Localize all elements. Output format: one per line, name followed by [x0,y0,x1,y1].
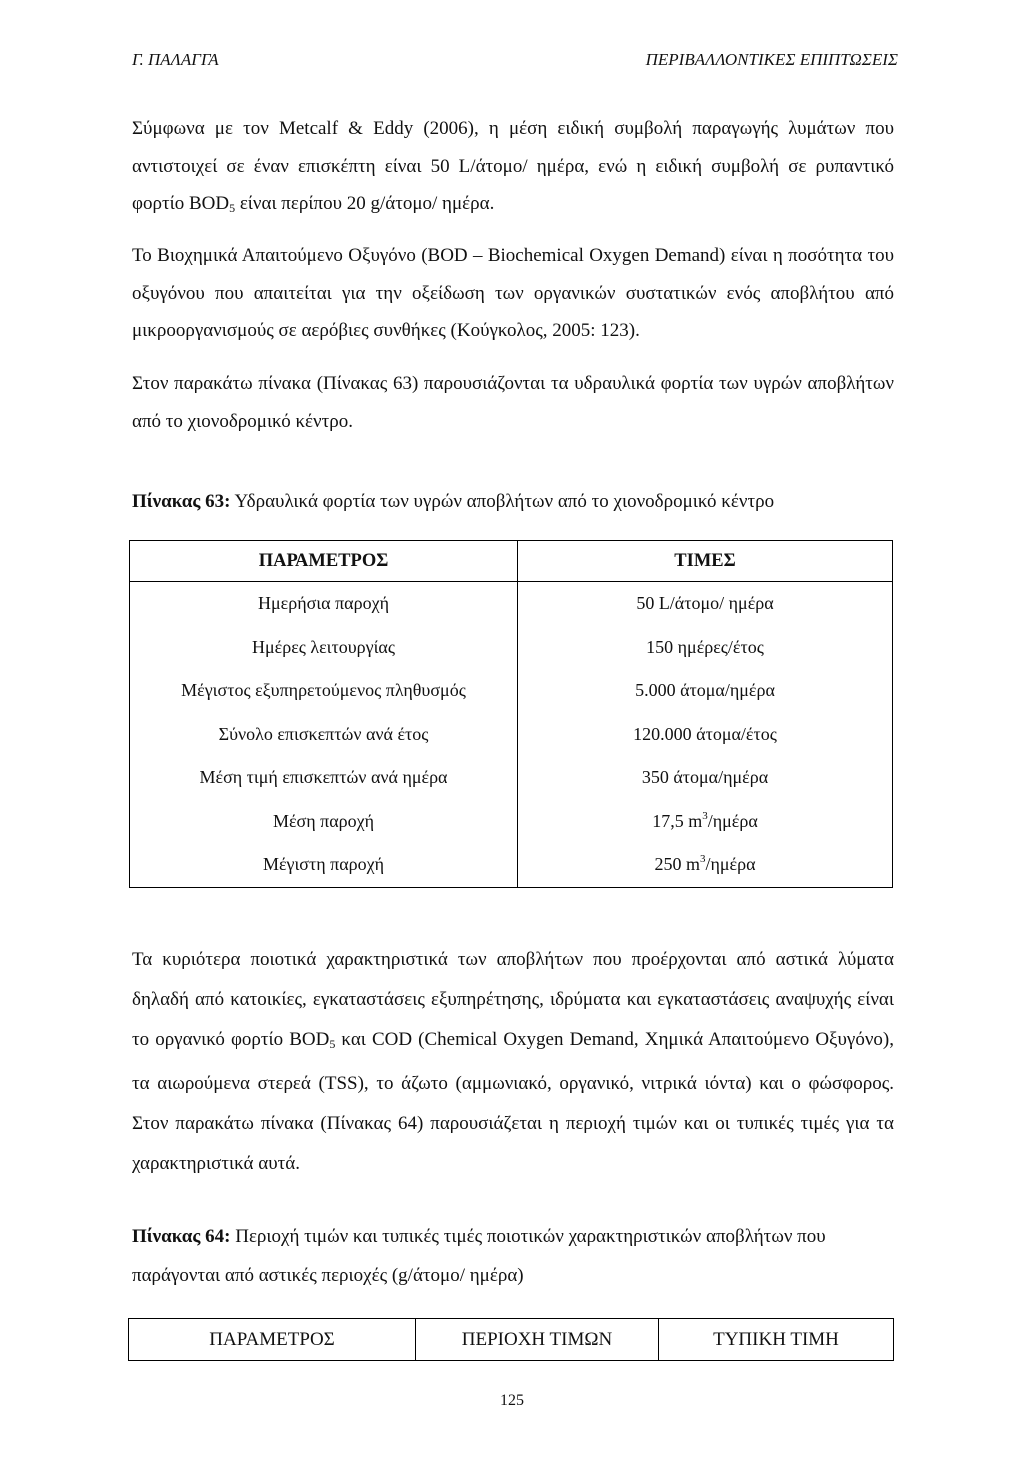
column-header-values: ΤΙΜΕΣ [518,541,893,582]
table-row [130,582,893,626]
subscript: 5 [229,201,236,215]
parameter-cell: Μέγιστος εξυπηρετούμενος πληθυσμός [130,669,518,713]
paragraph-text: Σύμφωνα με τον Metcalf & Eddy (2006), η μέση ειδική συμβολή παραγωγής λυμάτων που αντιστοιχεί σε έναν επισκέπτη είναι 50 L/άτομο/ ημέρα, ενώ η ειδική συμβολή σε ρυπαντικό φορτίο BOD [132,118,894,214]
table-quality-values [128,1318,894,1361]
column-header-parameter: ΠΑΡΑΜΕΤΡΟΣ [130,541,518,582]
table-row [130,843,893,887]
paragraph-visitor-contribution [132,110,894,228]
column-header-typical-value: ΤΥΠΙΚΗ ΤΙΜΗ [659,1319,894,1361]
value-cell: 150 ημέρες/έτος [518,626,893,670]
table-row [130,626,893,670]
value-text: /ημέρα [705,854,756,875]
parameter-cell: Μέγιστη παροχή [130,843,518,887]
subscript: 5 [329,1037,336,1051]
superscript: 3 [699,853,706,866]
table-header-row [130,541,893,582]
parameter-cell: Μέση παροχή [130,800,518,844]
header-section-title: ΠΕΡΙΒΑΛΛΟΝΤΙΚΕΣ ΕΠΙΠΤΩΣΕΙΣ [645,50,898,69]
caption-text: Υδραυλικά φορτία των υγρών αποβλήτων από το χιονοδρομικό κέντρο [230,491,775,512]
column-header-parameter: ΠΑΡΑΜΕΤΡΟΣ [129,1319,416,1361]
table-row [130,669,893,713]
value-cell: 120.000 άτομα/έτος [518,713,893,757]
value-text: 250 m [654,854,700,875]
value-text: 17,5 m [652,810,703,831]
caption-text: Περιοχή τιμών και τυπικές τιμές ποιοτικών χαρακτηριστικών αποβλήτων που παράγονται από αστικές περιοχές (g/άτομο/ ημέρα) [132,1226,826,1286]
column-header-range: ΠΕΡΙΟΧΗ ΤΙΜΩΝ [416,1319,659,1361]
table64-caption [132,1217,894,1295]
paragraph-text: Τα κυριότερα ποιοτικά χαρακτηριστικά των αποβλήτων που προέρχονται από αστικά λύματα δηλαδή από κατοικίες, εγκαταστάσεις εξυπηρέτησης, ιδρύματα και εγκαταστάσεις αναψυχής είναι το οργανικό φορτίο BOD [132,949,894,1050]
parameter-cell: Σύνολο επισκεπτών ανά έτος [130,713,518,757]
value-cell: 50 L/άτομο/ ημέρα [518,582,893,626]
table-row [130,800,893,844]
caption-label: Πίνακας 63: [132,491,231,512]
value-cell [518,800,893,844]
paragraph-bod-definition: Το Βιοχημικά Απαιτούμενο Οξυγόνο (BOD – Biochemical Oxygen Demand) είναι η ποσότητα του οξυγόνου που απαιτείται για την οξείδωση των οργανικών συστατικών ενός αποβλήτου από μικροοργανισμούς σε αερόβιες συνθήκες (Κούγκολος, 2005: 123). [132,245,894,341]
paragraph-table63-intro: Στον παρακάτω πίνακα (Πίνακας 63) παρουσιάζονται τα υδραυλικά φορτία των υγρών αποβλήτων από το χιονοδρομικό κέντρο. [132,373,894,432]
table-hydraulic-loads [129,540,893,888]
paragraph-text: είναι περίπου 20 g/άτομο/ ημέρα. [235,193,495,214]
table63-caption [132,482,894,521]
paragraph-quality-characteristics [132,940,894,1184]
table-row [130,756,893,800]
paragraph-text: και COD (Chemical Oxygen Demand, Χημικά Απαιτούμενο Οξυγόνο), τα αιωρούμενα στερεά (TSS), το άζωτο (αμμωνιακό, οργανικό, νιτρικά ιόντα) και ο φώσφορος. Στον παρακάτω πίνακα (Πίνακας 64) παρουσιάζεται η περιοχή τιμών και οι τυπικές τιμές για τα χαρακτηριστικά αυτά. [132,1029,894,1174]
value-cell: 5.000 άτομα/ημέρα [518,669,893,713]
running-header [132,50,898,70]
superscript: 3 [702,809,708,822]
parameter-cell: Ημέρες λειτουργίας [130,626,518,670]
table-header-row [129,1319,894,1361]
table-row [130,713,893,757]
page-number: 125 [500,1392,524,1409]
caption-label: Πίνακας 64: [132,1226,231,1247]
parameter-cell: Μέση τιμή επισκεπτών ανά ημέρα [130,756,518,800]
value-text: /ημέρα [707,810,758,831]
header-author: Γ. ΠΑΛΑΓΓΑ [132,50,219,69]
value-cell: 350 άτομα/ημέρα [518,756,893,800]
parameter-cell: Ημερήσια παροχή [130,582,518,626]
value-cell [518,843,893,887]
